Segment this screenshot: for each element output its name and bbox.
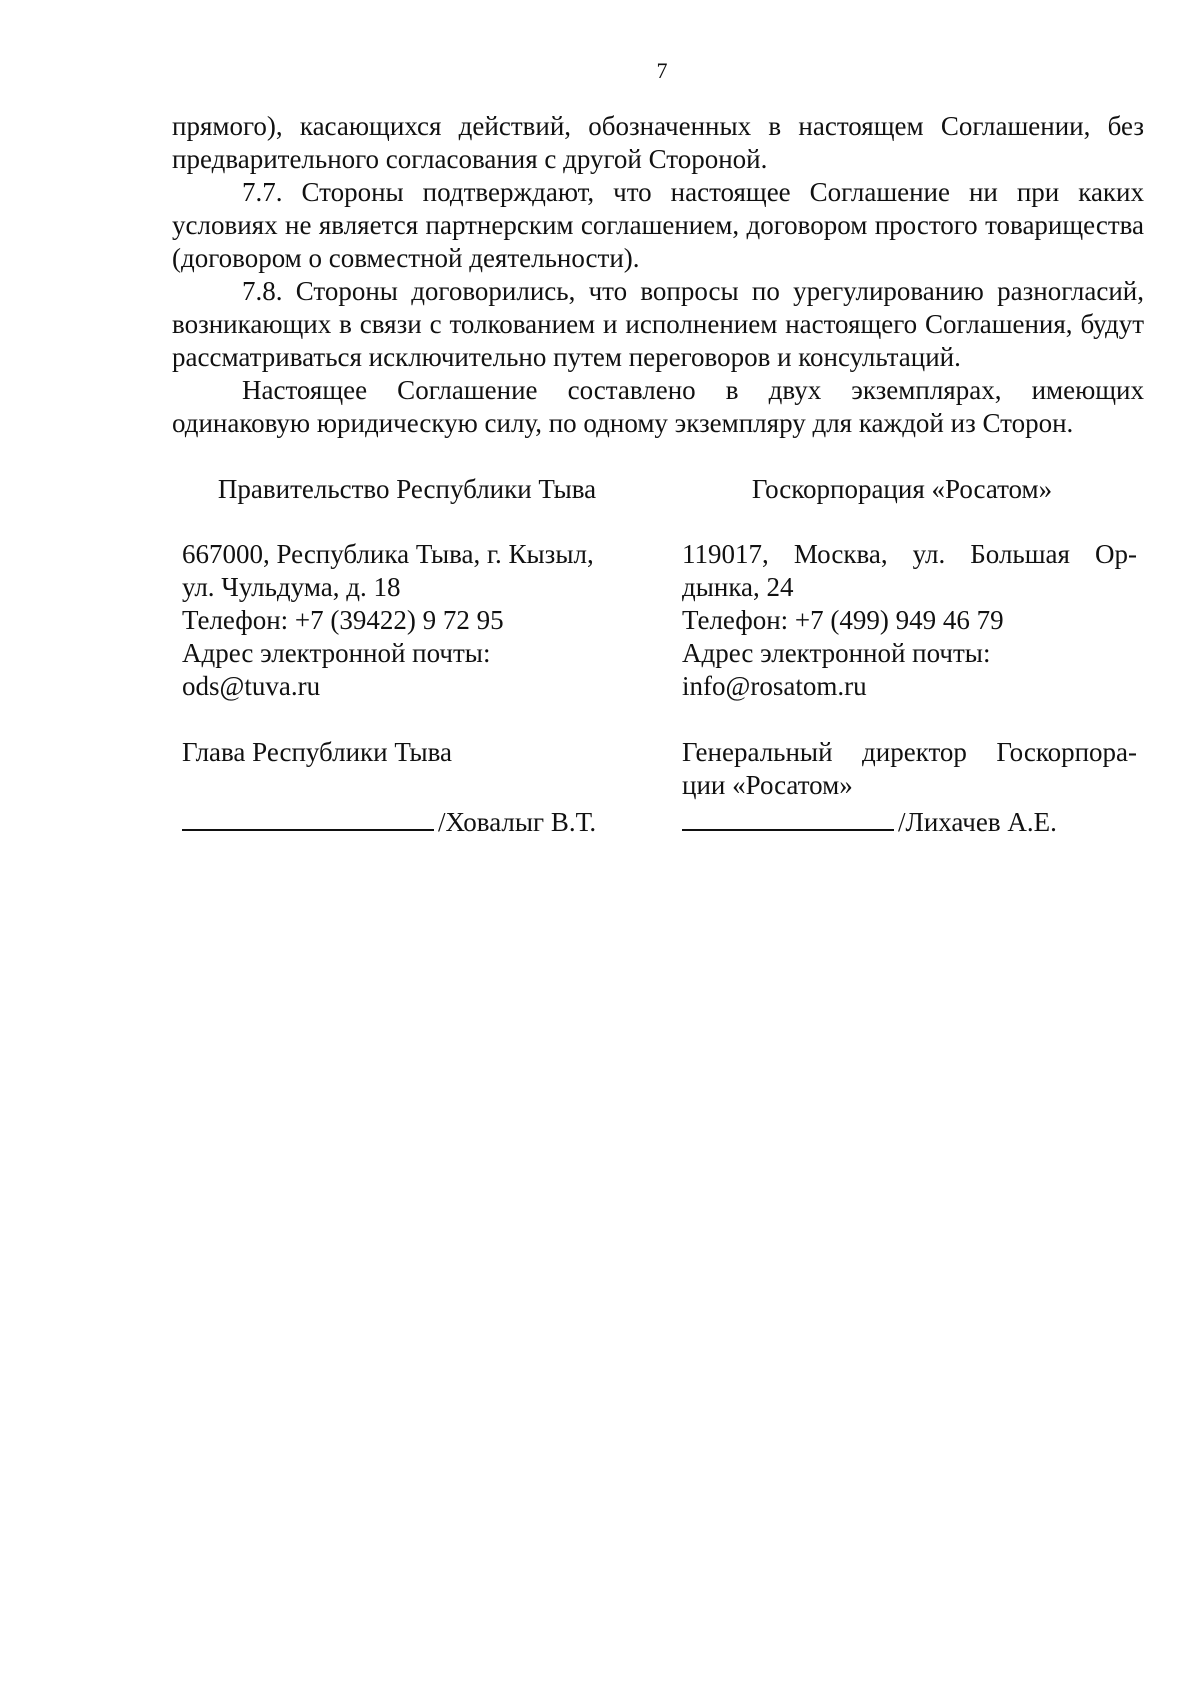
party-right-signature-line [682, 803, 1057, 839]
party-right-address-line1: 119017, Москва, ул. Большая Ор- [682, 539, 1137, 569]
party-right-address-line2: дынка, 24 [682, 572, 794, 602]
party-left-position-block [182, 736, 632, 769]
party-left-phone: Телефон: +7 (39422) 9 72 95 [182, 605, 504, 635]
paragraph-continuation: прямого), касающихся действий, обозначенных в настоящем Соглашении, без предварительного согласования с другой Стороной. [172, 111, 1144, 174]
party-right-position-line2: ции «Росатом» [682, 770, 853, 800]
party-left-title: Правительство Республики Тыва [217, 474, 597, 504]
party-right-email-label: Адрес электронной почты: [682, 638, 991, 668]
paragraph-copies: Настоящее Соглашение составлено в двух экземплярах, имеющих одинаковую юридическую силу, по одному экземпляру для каждой из Сторон. [172, 375, 1144, 438]
paragraph-7-8: 7.8. Стороны договорились, что вопросы по урегулированию разногласий, возникающих в связи с толкованием и исполнением настоящего Соглашения, будут рассматриваться исключительно путем переговоров и консультаций. [172, 276, 1144, 372]
party-left-signature-line [182, 803, 596, 839]
party-left-position: Глава Республики Тыва [182, 737, 453, 767]
signature-underline [182, 803, 434, 831]
party-right-phone: Телефон: +7 (499) 949 46 79 [682, 605, 1004, 635]
party-left-email: ods@tuva.ru [182, 671, 321, 701]
agreement-body [172, 110, 1144, 440]
paragraph-7-7: 7.7. Стороны подтверждают, что настоящее Соглашение ни при каких условиях не является партнерским соглашением, договором простого товарищества (договором о совместной деятельности). [172, 177, 1144, 273]
party-left-signatory: /Ховалыг В.Т. [438, 807, 597, 837]
party-right-position-line1: Генеральный директор Госкорпора- [682, 737, 1137, 767]
party-right-signatory: /Лихачев А.Е. [898, 807, 1057, 837]
party-left-contacts [182, 538, 632, 703]
page-number: 7 [656, 58, 668, 83]
party-right-position-block [682, 736, 1137, 802]
signature-underline [682, 803, 894, 831]
party-right-title: Госкорпорация «Росатом» [751, 474, 1053, 504]
party-left-address-line1: 667000, Республика Тыва, г. Кызыл, [182, 539, 594, 569]
party-right-email: info@rosatom.ru [682, 671, 867, 701]
party-right-contacts [682, 538, 1137, 703]
party-left-address-line2: ул. Чульдума, д. 18 [182, 572, 401, 602]
party-left-email-label: Адрес электронной почты: [182, 638, 491, 668]
